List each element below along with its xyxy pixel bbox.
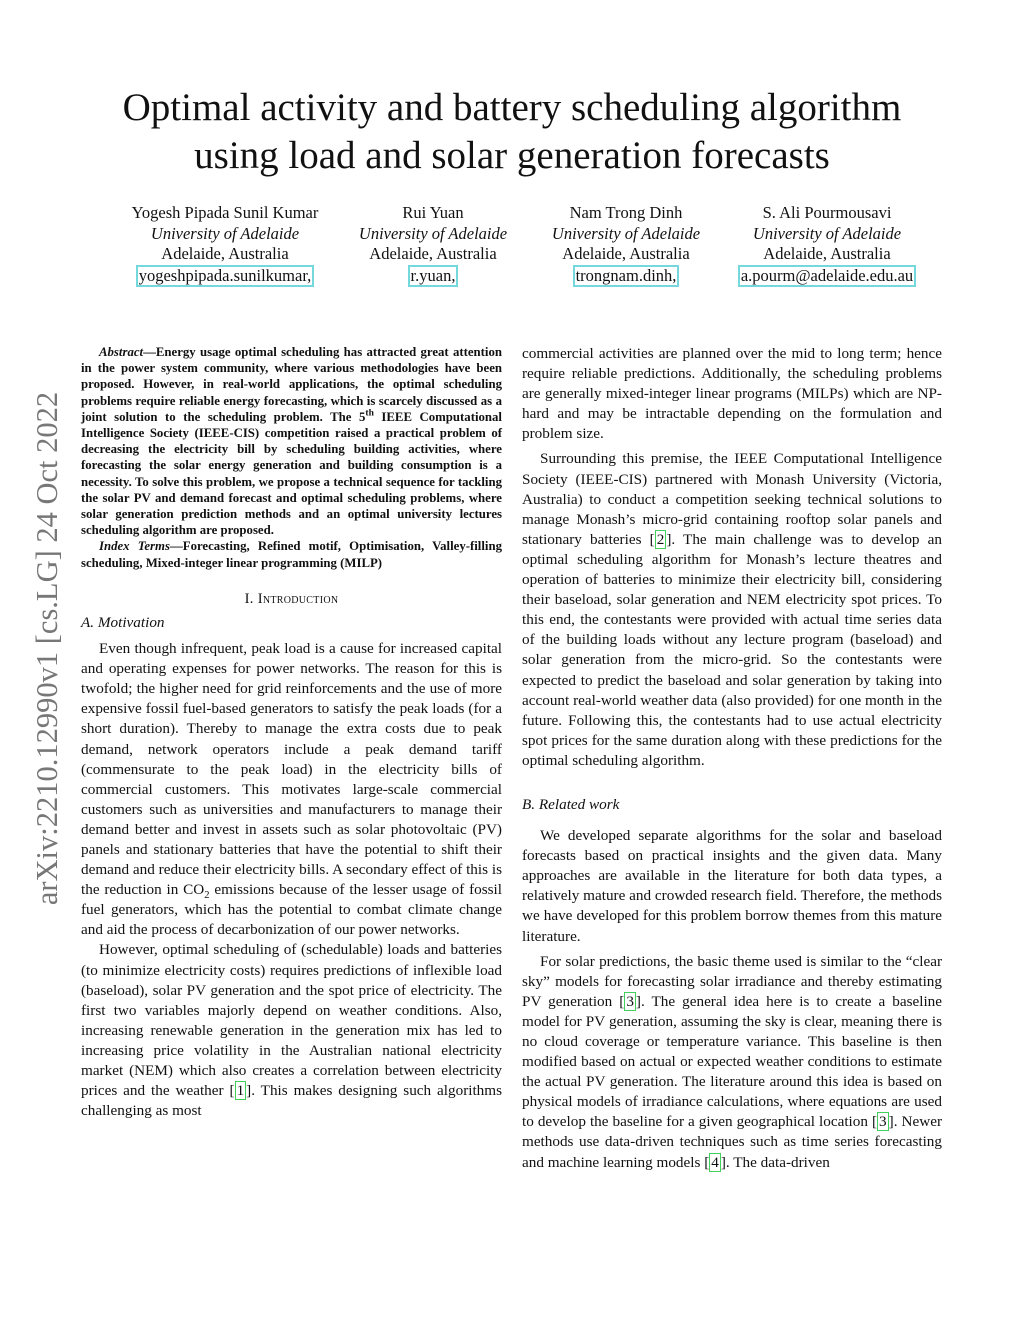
author-location: Adelaide, Australia [161,244,289,263]
author-2 [358,203,508,287]
left-column [81,344,502,1121]
paragraph-text: . The main challenge was to develop an optimal scheduling algorithm for Monash’s lecture theatres and operation of batteries to minimize their electricity bill, considering their baseload, solar generation and NEM electricity spot prices. To this end, the contestants were provided with actual time series data of the building loads without any lecture program (baseload) and solar generation from the micro-grid. So the contestants were expected to predict the baseload and solar generation by taking into account real-world weather data (also provided) for one month in the future. Following this, the contestants had to use actual electricity spot prices for the same duration along with these predictions for the optimal scheduling algorithm. [522,530,942,769]
author-email-link[interactable]: a.pourm@adelaide.edu.au [738,265,916,287]
author-affiliation: University of Adelaide [150,223,300,243]
title-line-1: Optimal activity and battery scheduling algorithm [122,86,902,129]
author-4 [730,203,924,287]
author-block [100,203,940,293]
paragraph-text: . The data-driven [725,1153,830,1171]
paper-title [0,84,1024,180]
paragraph-text: For solar predictions, the basic theme used is similar to the “clear sky” models for forecasting solar irradiance and thereby estimating PV generation [522,952,942,1010]
abstract-label: Abstract [99,345,144,359]
paragraph-motivation-1 [81,639,502,940]
author-affiliation: University of Adelaide [358,223,508,243]
right-column [522,344,942,1173]
author-location: Adelaide, Australia [369,244,497,263]
section-number: I. [244,590,254,607]
arxiv-id[interactable]: arXiv:2210.12990v1 [cs.LG] 24 Oct 2022 [30,391,65,905]
author-email-link[interactable]: yogeshpipada.sunilkumar, [136,265,315,287]
author-location: Adelaide, Australia [763,244,891,263]
author-location: Adelaide, Australia [562,244,690,263]
subsection-heading-related-work: B. Related work [522,795,620,813]
paragraph-related-1: We developed separate algorithms for the solar and baseload forecasts based on practical insights and the given data. Many approaches are available in the literature for both data types, a relatively mature and crowded research field. Therefore, the methods we have developed for this problem borrow themes from this mature literature. [522,827,942,945]
paragraph-competition: Surrounding this premise, the IEEE Computational Intelligence Society (IEEE-CIS) partnered with Monash University (Victoria, Australia) to conduct a competition seeking technical solutions to manage Monash’s micro-grid containing rooftop solar panels and stationary batteries [ 2 ]. The main challenge was to develop an optimal scheduling algorithm for Monash’s lecture theatres and operation of batteries to minimize their electricity bill, considering their baseload, solar generation and NEM electricity spot prices. To this end, the contestants were provided with actual time series data of the building loads without any lecture program (baseload) and solar generation from the micro-grid. So the contestants were expected to predict the baseload and solar generation by taking into account real-world weather data (also provided) for one month in the future. Following this, the contestants had to use actual electricity spot prices for the same duration along with these predictions for the optimal scheduling algorithm. [522,450,942,769]
author-3 [550,203,702,287]
paragraph-text: Even though infrequent, peak load is a cause for increased capital and operating expenses for power networks. The reason for this is twofold; the higher need for grid reinforcements and the use of more expensive fossil fuel-based generators to satisfy the peak loads (for a short duration). Thereby to manage the extra costs due to peak demand, network operators include a peak demand tariff (commensurate to the peak load) in the electricity bills of commercial customers. This motivates large-scale commercial customers such as universities and manufacturers to manage their demand better and invest in assets such as solar photovoltaic (PV) panels and stationary batteries that have the potential to shift their demand and reduce their electricity bills. A secondary effect of this is the reduction in CO [81,640,502,899]
subsection-heading-motivation: A. Motivation [81,613,165,631]
abstract-text-2: IEEE Computational Intelligence Society (IEEE-CIS) competition raised a practical problem of decreasing the electricity bill by scheduling building activities, where forecasting the solar energy generation and building consumption is a necessity. To solve this problem, we propose a technical sequence for tackling the solar PV and demand forecast and optimal scheduling problems, where solar generation prediction methods and an optimal university lectures scheduling algorithm are proposed. [81,409,502,538]
citation-link[interactable]: 1 [236,1082,245,1100]
author-affiliation: University of Adelaide [752,223,902,243]
subscript-2: 2 [204,890,210,902]
paragraph-text: . This makes designing such algorithms challenging as most [81,1082,503,1120]
abstract-superscript: th [365,408,374,419]
paragraph-continued: commercial activities are planned over the mid to long term; hence require reliable predictions. Additionally, the scheduling problems are generally mixed-integer linear programs (MILPs) which are NP-hard and may be intractable depending on the formulation and problem size. [522,345,942,443]
paragraph-related-2: For solar predictions, the basic theme used is similar to the “clear sky” models for forecasting solar irradiance and thereby estimating PV generation [ 3 ]. The general idea here is to create a baseline model for PV generation, assuming the sky is clear, meaning there is no cloud coverage or temperature variance. This baseline is then modified based on actual or expected weather conditions to estimate the actual PV generation. The literature around this idea is based on physical models of irradiance calculations, where equations are used to develop the baseline for a given geographical location [ 3 ]. Newer methods use data-driven techniques such as time series forecasting and machine learning models [ 4 ]. The data-driven [522,952,943,1171]
paragraph-text: . Newer methods use data-driven techniques such as time series forecasting and machine learning models [522,1113,943,1171]
author-email-link[interactable]: trongnam.dinh, [573,265,680,287]
citation-link[interactable]: 4 [711,1153,719,1171]
author-1 [100,203,350,287]
arxiv-stamp [30,348,66,948]
paragraph-text: Surrounding this premise, the IEEE Computational Intelligence Society (IEEE-CIS) partnered with Monash University (Victoria, Australia) to conduct a competition seeking technical solutions to manage Monash’s micro-grid containing rooftop solar panels and stationary batteries [522,450,942,548]
author-affiliation: University of Adelaide [551,223,701,243]
index-terms-text: —Forecasting, Refined motif, Optimisation, Valley-filling scheduling, Mixed-integer linear programming (MILP) [81,539,502,570]
citation-link[interactable]: 3 [626,992,634,1010]
author-name: Nam Trong Dinh [569,203,683,222]
section-title: Introduction [257,590,339,607]
author-name: Rui Yuan [402,203,464,222]
abstract-text-1: —Energy usage optimal scheduling has attracted great attention in the power system community, where various methodologies have been proposed. However, in real-world applications, the optimal scheduling problems require reliable energy forecasting, which is scarcely discussed as a joint solution to the scheduling problem. The 5 [81,345,502,424]
author-name: S. Ali Pourmousavi [762,203,892,222]
paragraph-motivation-2: However, optimal scheduling of (schedulable) loads and batteries (to minimize electricity costs) requires predictions of inflexible load (baseload), solar PV generation and the spot price of electricity. The first two variables majorly depend on weather conditions. Also, increasing renewable generation in the generation mix has led to increasing price volatility in the Australian national electricity market (NEM) which also creates a correlation between electricity prices and the weather [ 1 ]. This makes designing such algorithms challenging as most [81,941,503,1120]
author-name: Yogesh Pipada Sunil Kumar [131,203,319,222]
index-terms [81,538,502,570]
citation-link[interactable]: 3 [879,1113,887,1131]
title-line-2: using load and solar generation forecasts [194,134,830,177]
index-terms-label: Index Terms [99,539,170,554]
paragraph-text: emissions because of the lesser usage of fossil fuel generators, which has the potential to combat climate change and aid the process of decarbonization of our power networks. [81,881,502,939]
citation-link[interactable]: 2 [656,530,665,548]
paragraph-text: However, optimal scheduling of (schedulable) loads and batteries (to minimize electricity costs) requires predictions of inflexible load (baseload), solar PV generation and the spot price of electricity. The first two variables majorly depend on weather conditions. Also, increasing renewable generation in the generation mix has led to increasing price volatility in the Australian national electricity market (NEM) which also creates a correlation between electricity prices and the weather [81,941,502,1100]
section-heading-introduction [81,589,502,609]
abstract [81,344,502,538]
author-email-link[interactable]: r.yuan, [408,265,459,287]
paragraph-text: . The general idea here is to create a baseline model for PV generation, assuming the sky is clear, meaning there is no cloud coverage or temperature variance. This baseline is then modified based on actual or expected weather conditions to estimate the actual PV generation. The literature around this idea is based on physical models of irradiance calculations, where equations are used to develop the baseline for a given geographical location [522,992,942,1131]
